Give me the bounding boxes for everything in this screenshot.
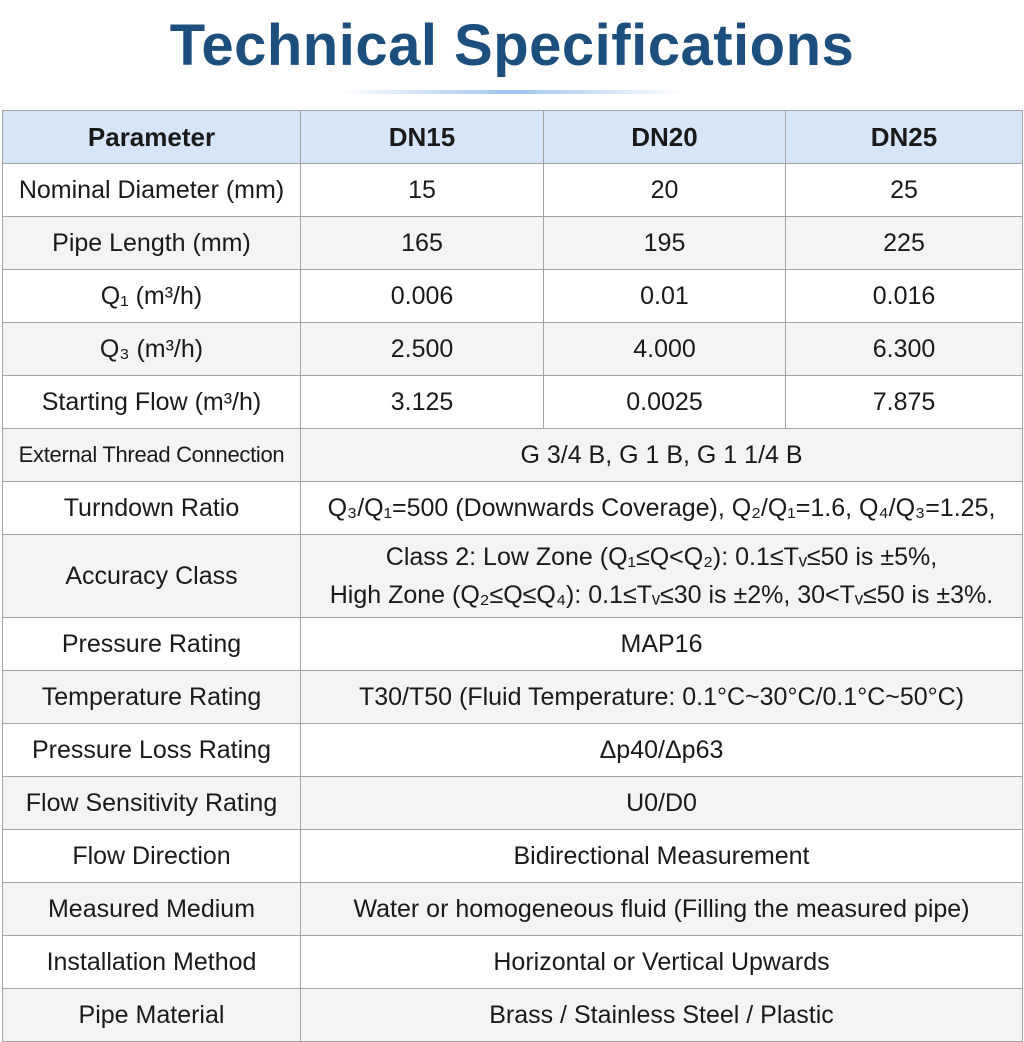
table-row [3, 270, 1023, 323]
cell-value: Brass / Stainless Steel / Plastic [301, 989, 1023, 1042]
table-row [3, 535, 1023, 618]
header-parameter: Parameter [3, 111, 301, 164]
table-row [3, 724, 1023, 777]
table-row [3, 830, 1023, 883]
table-row [3, 482, 1023, 535]
cell-value: 0.006 [301, 270, 544, 323]
row-label: Pipe Length (mm) [3, 217, 301, 270]
row-label: Q₃ (m³/h) [3, 323, 301, 376]
row-label: Temperature Rating [3, 671, 301, 724]
cell-value: MAP16 [301, 618, 1023, 671]
cell-value: 0.01 [544, 270, 786, 323]
row-label: Installation Method [3, 936, 301, 989]
header-dn15: DN15 [301, 111, 544, 164]
row-label: Accuracy Class [3, 535, 301, 618]
cell-value: Water or homogeneous fluid (Filling the measured pipe) [301, 883, 1023, 936]
table-row [3, 671, 1023, 724]
cell-value: 225 [786, 217, 1023, 270]
header-dn20: DN20 [544, 111, 786, 164]
cell-value: 195 [544, 217, 786, 270]
cell-value: 25 [786, 164, 1023, 217]
row-label: Pressure Rating [3, 618, 301, 671]
cell-value: Δp40/Δp63 [301, 724, 1023, 777]
table-row [3, 777, 1023, 830]
cell-value: G 3/4 B, G 1 B, G 1 1/4 B [301, 429, 1023, 482]
cell-value: 20 [544, 164, 786, 217]
cell-value: U0/D0 [301, 777, 1023, 830]
cell-value: 0.016 [786, 270, 1023, 323]
table-header-row [3, 111, 1023, 164]
page-title: Technical Specifications [169, 12, 855, 78]
table-row [3, 429, 1023, 482]
cell-value: 6.300 [786, 323, 1023, 376]
table-row [3, 618, 1023, 671]
cell-value: 3.125 [301, 376, 544, 429]
table-row [3, 164, 1023, 217]
cell-value: Horizontal or Vertical Upwards [301, 936, 1023, 989]
row-label: Flow Sensitivity Rating [3, 777, 301, 830]
accuracy-line-2: High Zone (Q₂≤Q≤Q₄): 0.1≤Tᵥ≤30 is ±2%, 30<Tᵥ≤50 is ±3%. [329, 581, 994, 609]
cell-value: 2.500 [301, 323, 544, 376]
row-label: External Thread Connection [3, 429, 301, 482]
table-row [3, 217, 1023, 270]
row-label: Flow Direction [3, 830, 301, 883]
table-row [3, 989, 1023, 1042]
accuracy-line-1: Class 2: Low Zone (Q₁≤Q<Q₂): 0.1≤Tᵥ≤50 is ±5%, [385, 543, 938, 571]
row-label: Turndown Ratio [3, 482, 301, 535]
row-label: Nominal Diameter (mm) [3, 164, 301, 217]
table-row [3, 323, 1023, 376]
cell-value [301, 535, 1023, 618]
row-label: Pressure Loss Rating [3, 724, 301, 777]
spec-table [2, 110, 1023, 1042]
row-label: Measured Medium [3, 883, 301, 936]
table-row [3, 883, 1023, 936]
cell-value: 7.875 [786, 376, 1023, 429]
cell-value: 165 [301, 217, 544, 270]
cell-value: T30/T50 (Fluid Temperature: 0.1°C~30°C/0.1°C~50°C) [301, 671, 1023, 724]
cell-value: Bidirectional Measurement [301, 830, 1023, 883]
cell-value: 15 [301, 164, 544, 217]
table-row [3, 376, 1023, 429]
title-underline [342, 90, 682, 94]
cell-value: Q₃/Q₁=500 (Downwards Coverage), Q₂/Q₁=1.6, Q₄/Q₃=1.25, [301, 482, 1023, 535]
cell-value: 0.0025 [544, 376, 786, 429]
cell-value: 4.000 [544, 323, 786, 376]
header-dn25: DN25 [786, 111, 1023, 164]
row-label: Pipe Material [3, 989, 301, 1042]
table-row [3, 936, 1023, 989]
row-label: Q₁ (m³/h) [3, 270, 301, 323]
row-label: Starting Flow (m³/h) [3, 376, 301, 429]
